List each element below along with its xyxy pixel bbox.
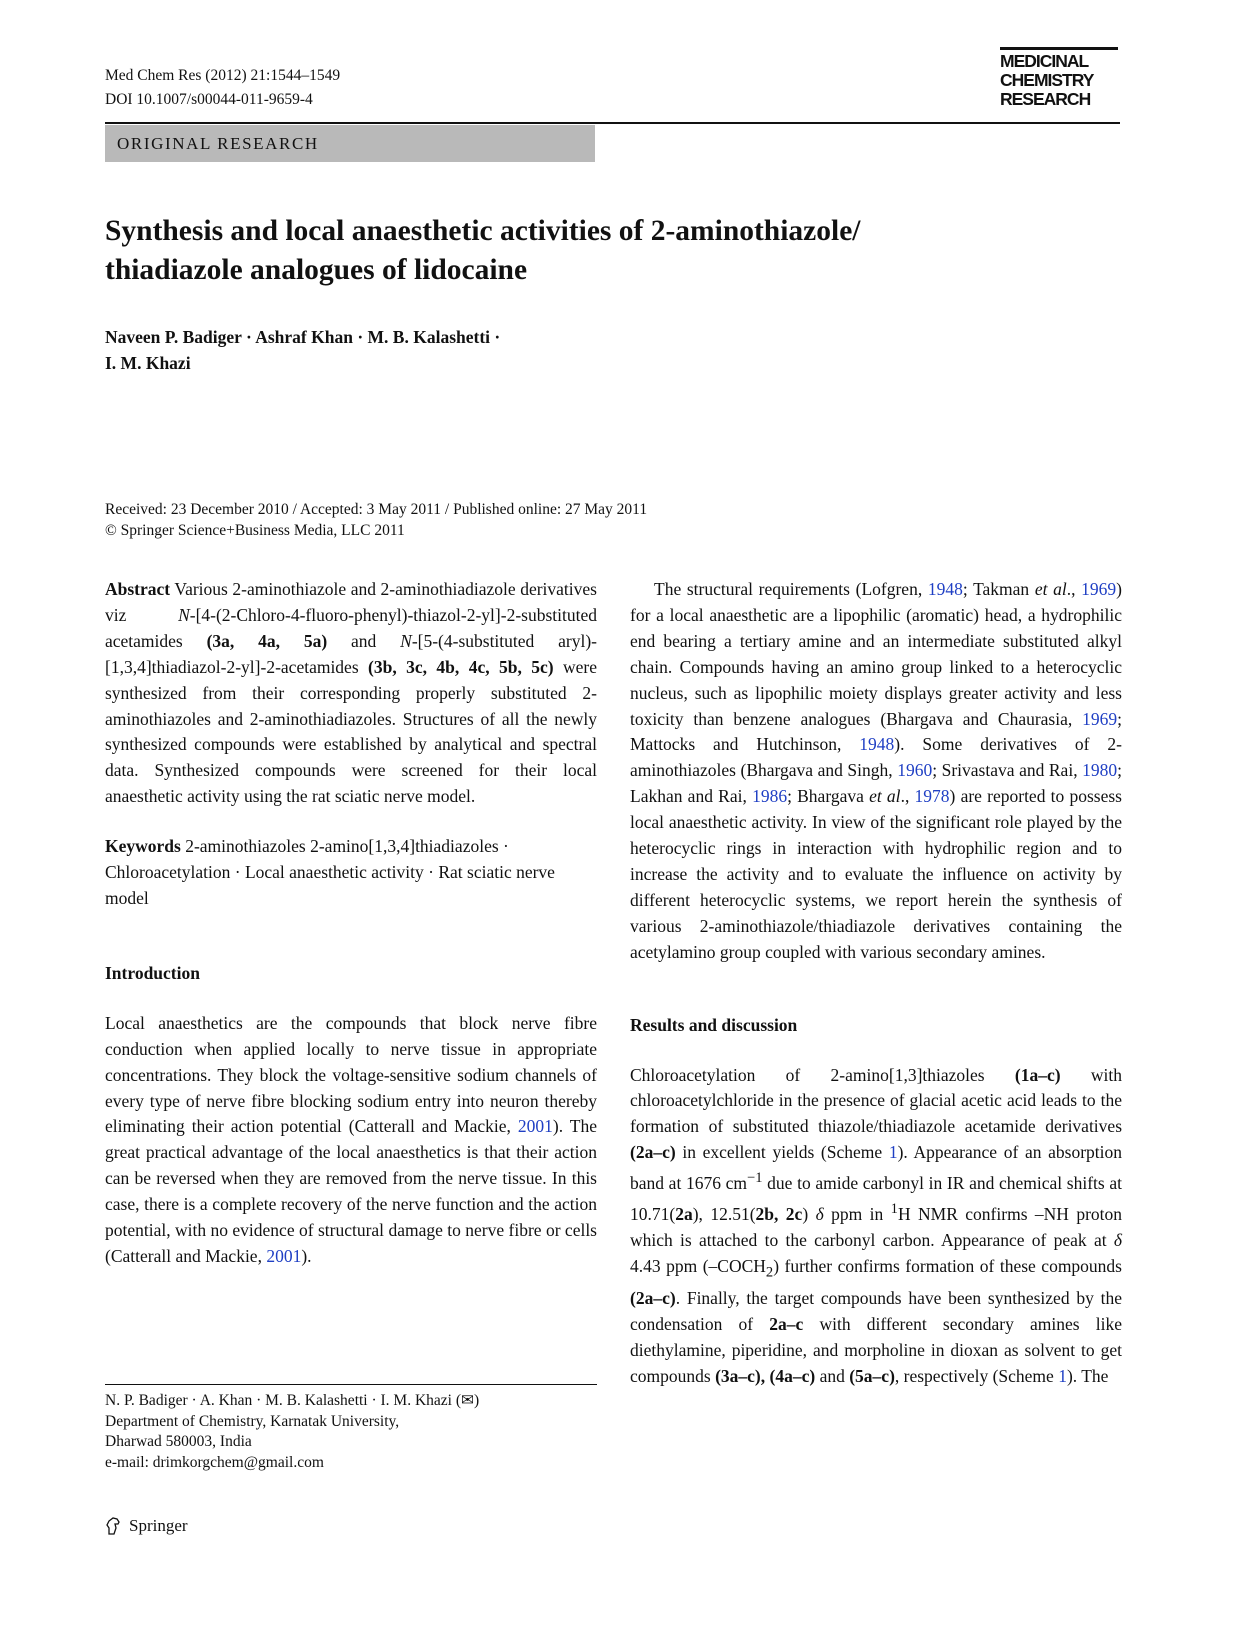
copyright: © Springer Science+Business Media, LLC 2011 bbox=[105, 522, 405, 539]
text: et al bbox=[869, 786, 901, 807]
compound-id: (3a, 4a, 5a) bbox=[206, 630, 328, 651]
text: ), 12.51( bbox=[692, 1203, 756, 1224]
text: ppm in bbox=[823, 1203, 891, 1224]
text: N bbox=[178, 604, 190, 625]
text: ., bbox=[900, 786, 915, 807]
text: 2 bbox=[765, 1264, 774, 1280]
journal-logo bbox=[1000, 47, 1118, 109]
citation-link[interactable]: 2001 bbox=[266, 1245, 302, 1266]
affiliation-dept: Department of Chemistry, Karnatak University, bbox=[105, 1412, 400, 1430]
abstract-label: Abstract bbox=[105, 579, 171, 599]
title-line: thiadiazole analogues of lidocaine bbox=[105, 254, 528, 286]
text: -[5-(4-substituted aryl)-[1,3,4]thiadiazol-2-yl]-2-acetamides bbox=[105, 630, 597, 677]
doi: DOI 10.1007/s00044-011-9659-4 bbox=[105, 91, 313, 108]
text: with chloroacetylchloride in the presence of glacial acetic acid leads to the formation of substituted thiazole/thiadiazole acetamide derivatives bbox=[630, 1064, 1122, 1137]
keywords-label: Keywords bbox=[105, 836, 181, 857]
text: . Finally, the target compounds have been synthesized by the condensation of bbox=[630, 1287, 1122, 1334]
compound-id: 2a bbox=[675, 1203, 693, 1224]
compound-id: (1a–c) bbox=[1014, 1064, 1061, 1085]
citation-link[interactable]: 1969 bbox=[1081, 579, 1117, 599]
text: ) bbox=[802, 1203, 816, 1224]
text: ; Bhargava bbox=[787, 786, 870, 807]
results-heading: Results and discussion bbox=[630, 1014, 798, 1035]
citation-link[interactable]: 2001 bbox=[517, 1116, 553, 1137]
text: ). The bbox=[1066, 1365, 1109, 1386]
affiliation-authors: N. P. Badiger · A. Khan · M. B. Kalashetti · I. M. Khazi (✉) bbox=[105, 1392, 480, 1409]
logo-rule bbox=[1000, 47, 1118, 50]
citation-link[interactable]: 1978 bbox=[914, 786, 950, 807]
text: ; Srivastava and Rai, bbox=[932, 760, 1083, 781]
logo-word-2: CHEMISTRY bbox=[1000, 70, 1094, 90]
affiliation-divider bbox=[105, 1384, 597, 1385]
intro-continued-paragraph bbox=[630, 577, 1122, 966]
logo-word-3: RESEARCH bbox=[1000, 89, 1091, 109]
text: with different secondary amines like diethylamine, piperidine, and morpholine in dioxan as solvent to get compounds bbox=[630, 1313, 1122, 1386]
citation-link[interactable]: 1948 bbox=[927, 579, 963, 599]
text: ). The great practical advantage of the local anaesthetics is that their action can be reversed when they are removed from the nerve tissue. In this case, there is a complete recovery of the nerve function and the action potential, with no evidence of structural damage to nerve fibre or cells (Catterall and Mackie, bbox=[105, 1116, 598, 1266]
citation-link[interactable]: 1969 bbox=[1082, 708, 1118, 729]
text: 1 bbox=[890, 1200, 898, 1217]
right-column bbox=[630, 577, 1122, 1390]
author-line: Naveen P. Badiger · Ashraf Khan · M. B. Kalashetti · bbox=[105, 327, 501, 347]
text: , respectively (Scheme bbox=[894, 1365, 1059, 1386]
text: and bbox=[327, 630, 401, 651]
text: −1 bbox=[747, 1170, 763, 1187]
publisher-footer bbox=[105, 1516, 188, 1536]
text: due to amide carbonyl in IR and chemical shifts at 10.71( bbox=[630, 1172, 1123, 1224]
text: δ bbox=[815, 1203, 824, 1224]
compound-id: (2a–c) bbox=[630, 1142, 676, 1163]
citation-link[interactable]: 1980 bbox=[1082, 760, 1118, 781]
compound-id: 2b, 2c bbox=[755, 1203, 803, 1224]
text: ; Lakhan and Rai, bbox=[630, 760, 1122, 807]
keywords-text: 2-aminothiazoles 2-amino[1,3,4]thiadiazoles · Chloroacetylation · Local anaesthetic activity · Rat sciatic nerve model bbox=[105, 836, 555, 908]
affiliation-city: Dharwad 580003, India bbox=[105, 1433, 252, 1450]
scheme-link[interactable]: 1 bbox=[1058, 1365, 1067, 1386]
title-line: Synthesis and local anaesthetic activities of 2-aminothiazole/ bbox=[105, 215, 861, 247]
citation-link[interactable]: 1960 bbox=[897, 760, 933, 781]
affiliation bbox=[105, 1391, 479, 1473]
citation-link[interactable]: 1948 bbox=[859, 734, 895, 755]
text: Local anaesthetics are the compounds that block nerve fibre conduction when applied locally to nerve tissue in appropriate concentrations. They block the voltage-sensitive sodium channels of every type of nerve fibre blocking sodium entry into neuron thereby eliminating their action potential (Catterall and Mackie, bbox=[105, 1012, 597, 1137]
text: δ bbox=[1113, 1229, 1122, 1250]
text: Various 2-aminothiazole and 2-aminothiadiazole derivatives viz bbox=[105, 579, 597, 625]
journal-citation: Med Chem Res (2012) 21:1544–1549 bbox=[105, 67, 341, 84]
results-paragraph bbox=[630, 1063, 1122, 1390]
text: ). Appearance of an absorption band at 1676 cm bbox=[630, 1142, 1123, 1193]
left-column bbox=[105, 577, 597, 1270]
text: et al bbox=[1034, 579, 1067, 599]
author-list bbox=[105, 324, 500, 376]
text: ) further confirms formation of these compounds bbox=[773, 1255, 1122, 1276]
compound-id: 2a–c bbox=[769, 1313, 804, 1334]
history-dates: Received: 23 December 2010 / Accepted: 3 May 2011 / Published online: 27 May 2011 bbox=[105, 501, 648, 518]
compound-id: (3a–c), (4a–c) bbox=[715, 1365, 816, 1386]
introduction-heading: Introduction bbox=[105, 962, 200, 983]
text: The structural requirements (Lofgren, bbox=[654, 579, 928, 599]
text: in excellent yields (Scheme bbox=[675, 1142, 889, 1163]
text: ; Takman bbox=[962, 579, 1035, 599]
text: 4.43 ppm (–COCH bbox=[630, 1255, 766, 1276]
text: and bbox=[815, 1365, 850, 1386]
scheme-link[interactable]: 1 bbox=[888, 1142, 898, 1163]
text: ). Some derivatives of 2-aminothiazoles (Bhargava and Singh, bbox=[630, 734, 1122, 781]
article-type-banner: ORIGINAL RESEARCH bbox=[105, 125, 595, 162]
text: Chloroacetylation of 2-amino[1,3]thiazoles bbox=[630, 1064, 1015, 1085]
text: H NMR confirms –NH proton which is attached to the carbonyl carbon. Appearance of peak at bbox=[630, 1203, 1123, 1250]
introduction-paragraph bbox=[105, 1011, 597, 1270]
affiliation-email: e-mail: drimkorgchem@gmail.com bbox=[105, 1453, 324, 1471]
journal-citation-block bbox=[105, 64, 340, 112]
text: ) for a local anaesthetic are a lipophilic (aromatic) head, a hydrophilic end bearing a tertiary amine and an intermediate substituted alkyl chain. Compounds having an amino group linked to a heterocyclic nucleus, such as lipophilic moiety displays greater activity and less toxicity than benzene analogues (Bhargava and Chaurasia, bbox=[630, 579, 1122, 729]
abstract bbox=[105, 577, 597, 810]
compound-id: (3b, 3c, 4b, 4c, 5b, 5c) bbox=[368, 656, 554, 677]
text: ). bbox=[301, 1245, 312, 1266]
text: ., bbox=[1066, 579, 1082, 599]
text: ; Mattocks and Hutchinson, bbox=[630, 708, 1122, 755]
header-divider bbox=[105, 122, 1120, 124]
publication-dates bbox=[105, 499, 647, 541]
text: N bbox=[400, 630, 412, 651]
keywords bbox=[105, 834, 597, 912]
springer-horse-icon bbox=[105, 1516, 123, 1536]
compound-id: (2a–c) bbox=[630, 1287, 676, 1308]
compound-id: (5a–c) bbox=[849, 1365, 895, 1386]
text: were synthesized from their corresponding properly substituted 2-aminothiazoles and 2-aminothiadiazoles. Structures of all the newly synthesized compounds were established by analytical and spectral data. Synthesized compounds were screened for their local anaesthetic activity using the rat sciatic nerve model. bbox=[105, 656, 597, 807]
citation-link[interactable]: 1986 bbox=[752, 786, 788, 807]
author-line: I. M. Khazi bbox=[105, 353, 191, 373]
publisher-name: Springer bbox=[129, 1516, 188, 1535]
text: ) are reported to possess local anaesthetic activity. In view of the significant role played by the heterocyclic rings in interaction with hydrophilic region and to increase the activity and to evaluate the influence on activity by different heterocyclic systems, we report herein the synthesis of various 2-aminothiazole/thiadiazole derivatives containing the acetylamino group coupled with various secondary amines. bbox=[630, 786, 1122, 962]
logo-word-1: MEDICINAL bbox=[1000, 51, 1089, 71]
paper-title bbox=[105, 212, 1105, 290]
text: -[4-(2-Chloro-4-fluoro-phenyl)-thiazol-2-yl]-2-substituted acetamides bbox=[105, 604, 597, 651]
